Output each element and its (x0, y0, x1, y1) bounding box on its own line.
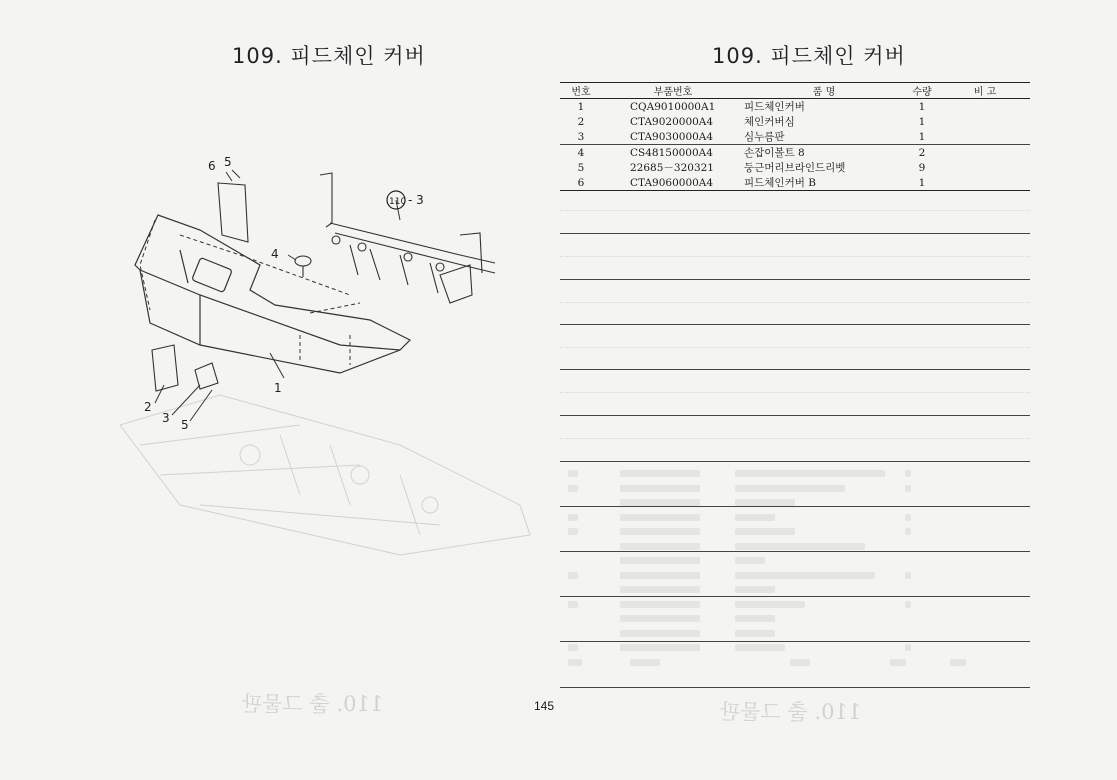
row-remarks (940, 175, 1030, 191)
row-remarks (940, 160, 1030, 175)
table-row (560, 145, 1030, 161)
callout-2: 2 (144, 400, 152, 414)
main-cover-outline (135, 215, 410, 373)
row-part-name: 손잡이볼트 8 (744, 147, 805, 159)
table-row (560, 160, 1030, 175)
reference-suffix: - 3 (408, 193, 424, 207)
callout-3: 3 (162, 411, 170, 425)
header-remarks: 비 고 (973, 87, 997, 98)
faint-rule (560, 438, 1030, 439)
right-page-title: 109. 피드체인 커버 (712, 44, 906, 68)
parts-table (560, 82, 1030, 191)
row-part-number: 22685－320321 (630, 162, 714, 174)
table-row (560, 175, 1030, 191)
callout-1: 1 (274, 381, 282, 395)
row-remarks (940, 129, 1030, 145)
table-row (560, 129, 1030, 145)
callout-6: 6 (208, 159, 216, 173)
faint-rule (560, 210, 1030, 211)
handle-bolt-4 (295, 256, 311, 277)
feed-chain-cover-drawing (100, 145, 550, 565)
bleed-through-text-left: 110. 출 그물판 (242, 692, 384, 716)
row-rule (560, 415, 1030, 416)
header-part-number: 부품번호 (653, 87, 693, 98)
row-quantity: 1 (918, 100, 926, 113)
table-header-row (560, 83, 1030, 99)
row-quantity: 2 (918, 146, 926, 159)
row-remarks (940, 145, 1030, 161)
exploded-parts-diagram (100, 145, 550, 565)
header-number: 번호 (571, 87, 591, 98)
row-part-name: 피드체인커버 B (744, 177, 816, 189)
row-rule (560, 461, 1030, 462)
row-part-name: 심누름판 (744, 131, 785, 143)
row-part-number: CS48150000A4 (630, 146, 713, 159)
row-number: 1 (577, 100, 585, 113)
row-part-name: 둥근머리브라인드리벳 (744, 162, 846, 174)
faint-rule (560, 392, 1030, 393)
row-quantity: 1 (918, 115, 926, 128)
faint-rule (560, 256, 1030, 257)
bleed-through-table (560, 468, 1030, 688)
faint-rule (560, 347, 1030, 348)
row-part-number: CTA9030000A4 (630, 130, 714, 143)
table-row (560, 99, 1030, 115)
row-rule (560, 279, 1030, 280)
bleed-through-text-right: 110. 출 그물판 (720, 700, 862, 724)
row-rule (560, 369, 1030, 370)
table-row (560, 114, 1030, 129)
faint-rule (560, 302, 1030, 303)
callout-5-bottom: 5 (181, 418, 189, 432)
shim-and-plate-2-3 (152, 345, 218, 391)
left-page-title: 109. 피드체인 커버 (232, 44, 426, 68)
row-part-name: 체인커버심 (744, 116, 795, 128)
side-plate-6 (218, 183, 248, 242)
row-number: 4 (577, 146, 585, 159)
row-rule (560, 324, 1030, 325)
row-quantity: 1 (918, 130, 926, 143)
callout-4: 4 (271, 247, 279, 261)
header-part-name: 품 명 (812, 87, 836, 98)
row-quantity: 1 (918, 176, 926, 189)
row-remarks (940, 114, 1030, 129)
row-number: 2 (577, 115, 585, 128)
row-part-name: 피드체인커버 (744, 101, 805, 113)
row-rule (560, 233, 1030, 234)
row-part-number: CQA9010000A1 (630, 100, 716, 113)
row-quantity: 9 (918, 161, 926, 174)
row-number: 3 (577, 130, 585, 143)
reference-circle-label: 110 (389, 197, 407, 207)
callout-5-top: 5 (224, 155, 232, 169)
row-number: 6 (577, 176, 585, 189)
row-part-number: CTA9020000A4 (630, 115, 714, 128)
row-remarks (940, 99, 1030, 115)
row-part-number: CTA9060000A4 (630, 176, 714, 189)
hidden-lines (140, 220, 360, 365)
page-number: 145 (534, 699, 555, 713)
row-number: 5 (577, 161, 585, 174)
header-quantity: 수량 (912, 87, 932, 98)
